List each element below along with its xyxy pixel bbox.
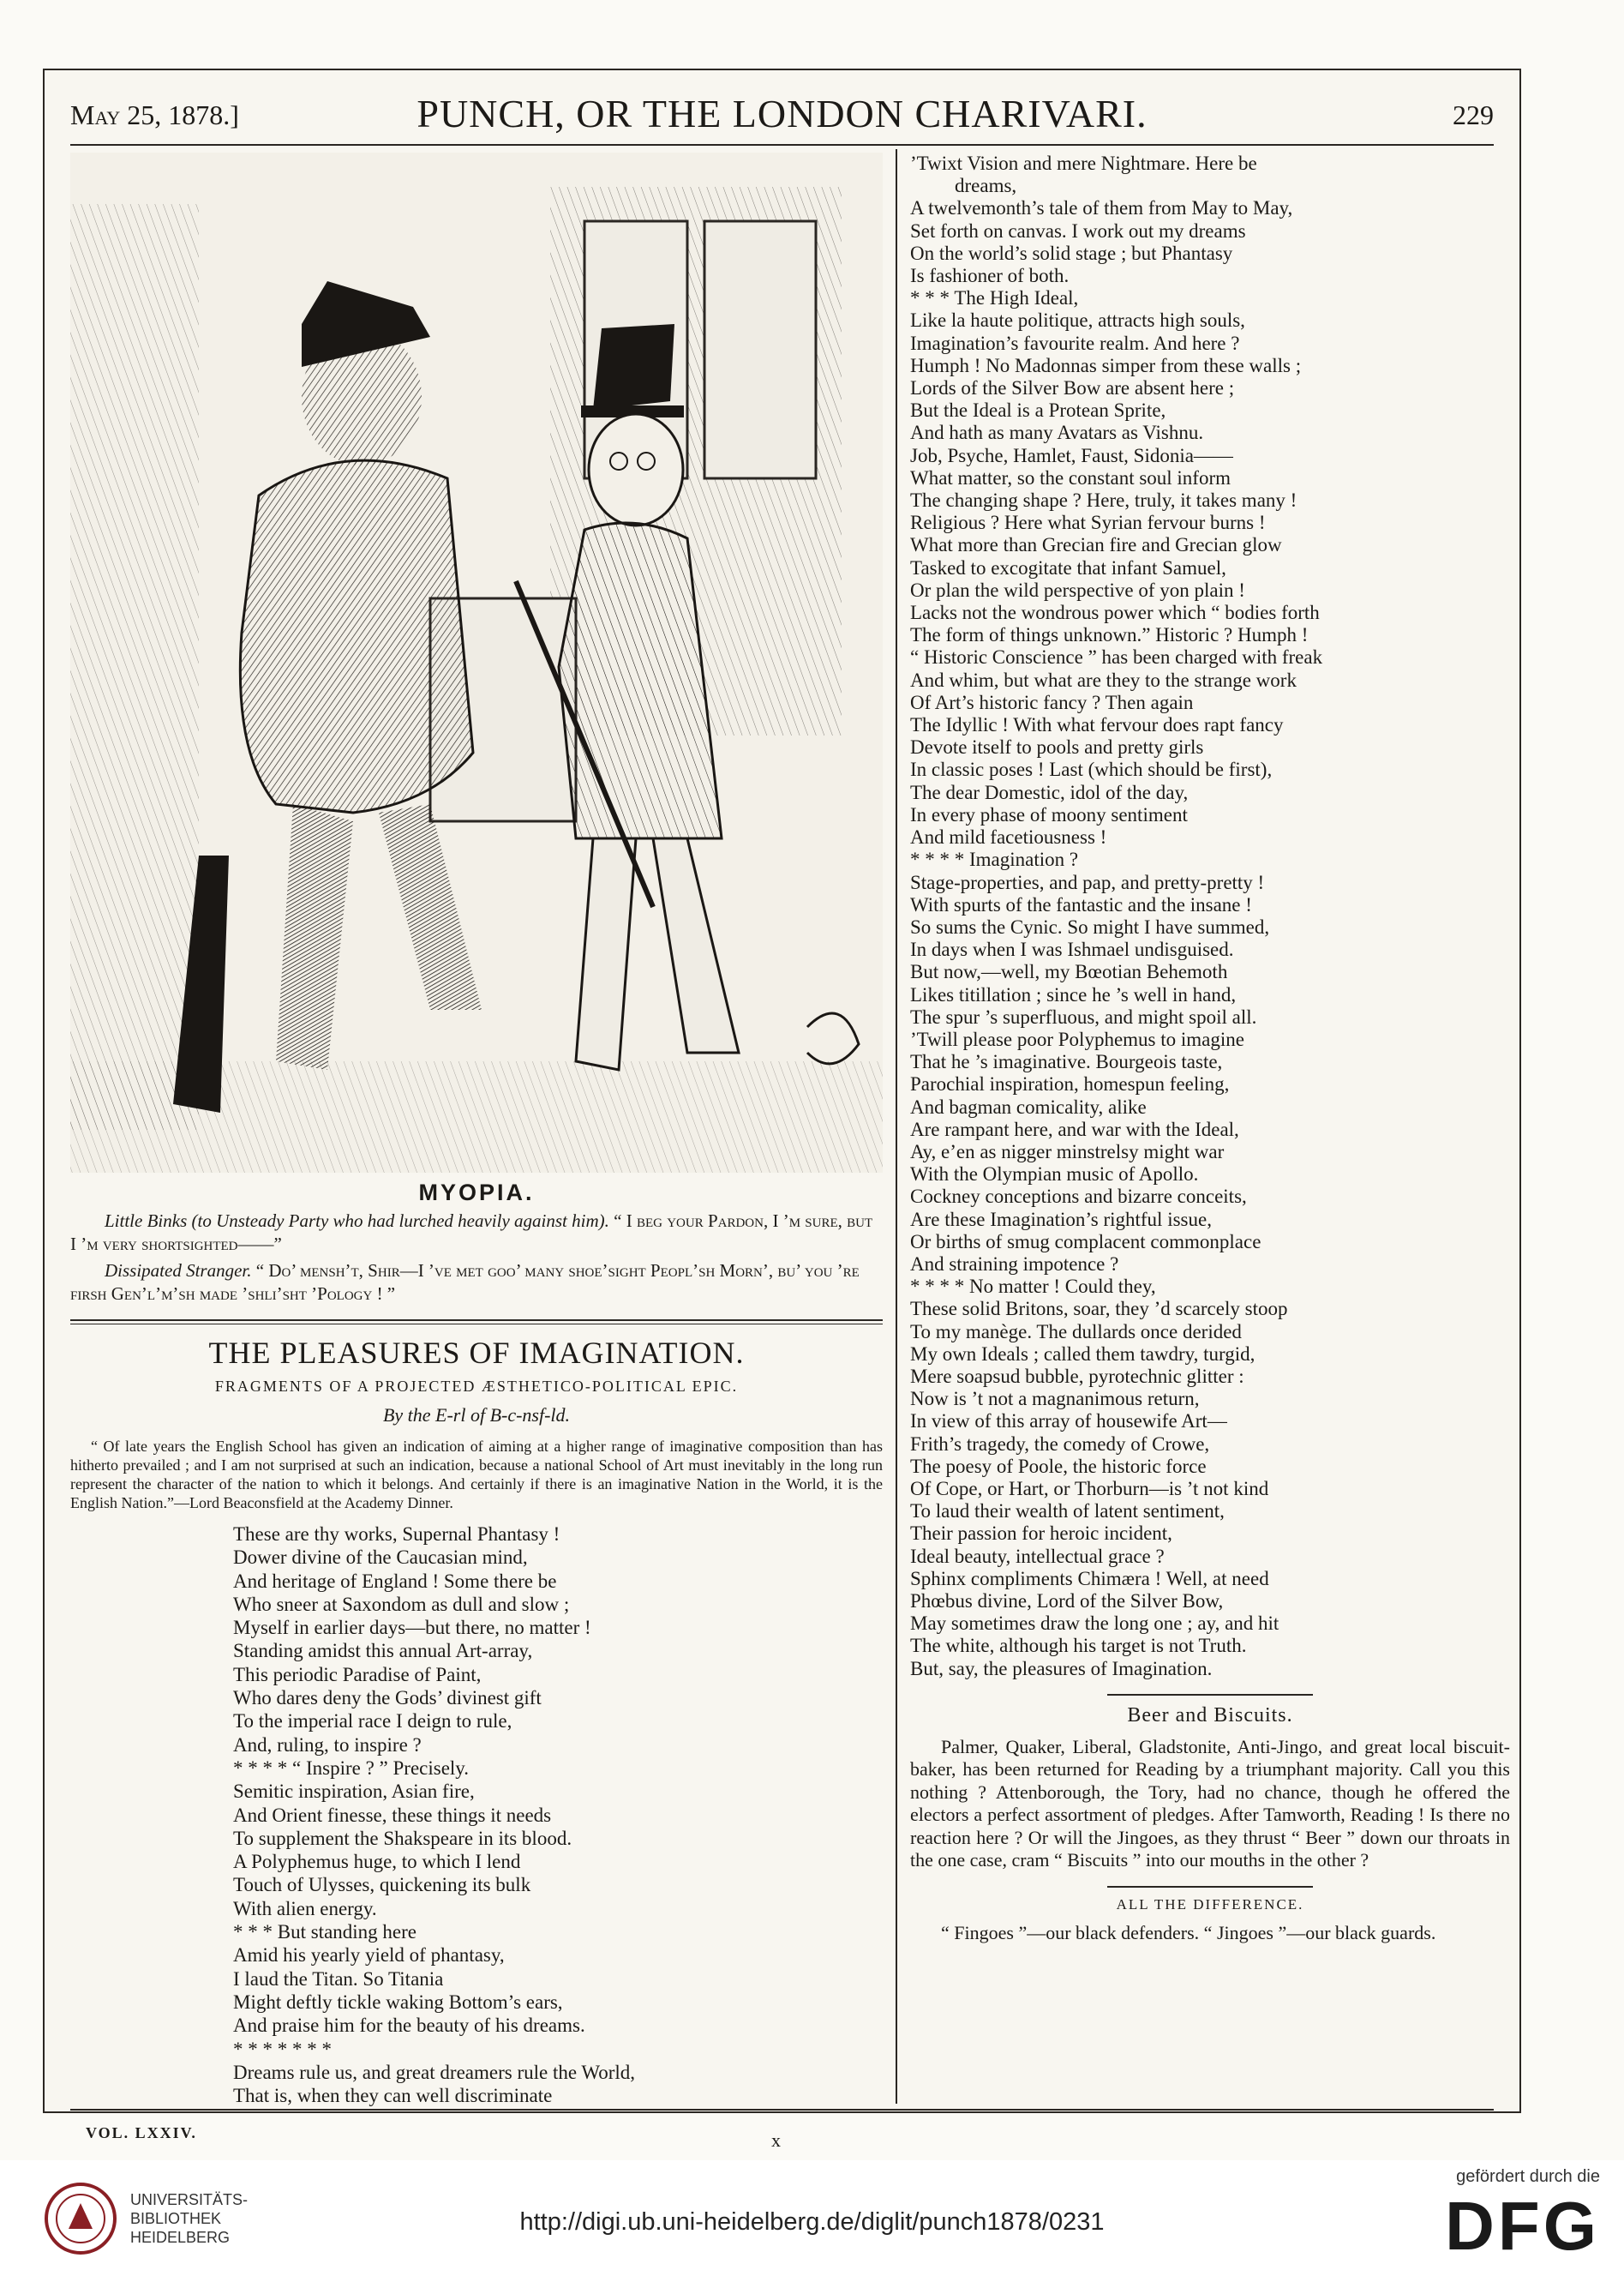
- difference-paragraph: “ Fingoes ”—our black defenders. “ Jingoes ”—our black guards.: [941, 1921, 1436, 1943]
- difference-title: ALL THE DIFFERENCE.: [1116, 1895, 1304, 1913]
- poem-line: But the Ideal is a Protean Sprite,: [910, 399, 1166, 422]
- poem-line: And bagman comicality, alike: [910, 1096, 1147, 1118]
- poem-line: Might deftly tickle waking Bottom’s ears,: [233, 1991, 563, 2013]
- poem-line: Mere soapsud bubble, pyrotechnic glitter :: [910, 1365, 1244, 1387]
- poem-line: These solid Britons, soar, they ’d scarcely stoop: [910, 1298, 1288, 1320]
- poem-line: These are thy works, Supernal Phantasy !: [233, 1523, 560, 1545]
- right-column: [910, 153, 1510, 1944]
- poem-line: Stage-properties, and pap, and pretty-pretty !: [910, 871, 1265, 893]
- poem-line: Are these Imagination’s rightful issue,: [910, 1208, 1212, 1230]
- poem-line: Sphinx compliments Chimæra ! Well, at need: [910, 1567, 1269, 1589]
- poem-line: And heritage of England ! Some there be: [233, 1570, 557, 1592]
- poem-line: Who sneer at Saxondom as dull and slow ;: [233, 1593, 570, 1615]
- poem-line: So sums the Cynic. So might I have summed,: [910, 916, 1270, 938]
- poem-line: * * * * * * *: [233, 2038, 332, 2060]
- poem-line: With the Olympian music of Apollo.: [910, 1163, 1199, 1186]
- poem-line: Devote itself to pools and pretty girls: [910, 736, 1204, 759]
- poem-line: Now is ’t not a magnanimous return,: [910, 1388, 1200, 1410]
- poem-line: What more than Grecian fire and Grecian glow: [910, 534, 1282, 556]
- digitization-footer: [0, 2160, 1624, 2282]
- poem-line: Religious ? Here what Syrian fervour burns !: [910, 512, 1266, 534]
- poem-line: Frith’s tragedy, the comedy of Crowe,: [910, 1432, 1210, 1455]
- poem-line: That is, when they can well discriminate: [233, 2085, 553, 2107]
- caption-1-speech: “ I beg your Pardon, I ’m sure, but I ’m very shortsighted——”: [70, 1210, 873, 1254]
- poem-line: The poesy of Poole, the historic force: [910, 1455, 1207, 1477]
- poem-line: Standing amidst this annual Art-array,: [233, 1640, 533, 1662]
- page-header: [70, 86, 1494, 146]
- cartoon-title: MYOPIA.: [418, 1180, 535, 1205]
- poem-line: In every phase of moony sentiment: [910, 803, 1188, 826]
- poem-line: The dear Domestic, idol of the day,: [910, 781, 1189, 803]
- poem-line: And hath as many Avatars as Vishnu.: [910, 422, 1204, 444]
- poem-line: And Orient finesse, these things it needs: [233, 1804, 552, 1826]
- source-url[interactable]: http://digi.ub.uni-heidelberg.de/diglit/punch1878/0231: [519, 2208, 1105, 2236]
- poem-line: And mild facetiousness !: [910, 826, 1107, 849]
- poem-right-column: [910, 153, 1510, 1680]
- poem-line: * * * But standing here: [233, 1921, 416, 1943]
- poem-line: This periodic Paradise of Paint,: [233, 1663, 482, 1685]
- poem-line: Tasked to excogitate that infant Samuel,: [910, 556, 1226, 579]
- poem-line: Ay, e’en as nigger minstrelsy might war: [910, 1140, 1225, 1162]
- poem-line: But, say, the pleasures of Imagination.: [910, 1657, 1213, 1679]
- poem-line: Phœbus divine, Lord of the Silver Bow,: [910, 1590, 1224, 1612]
- poem-line: Dower divine of the Caucasian mind,: [233, 1546, 528, 1569]
- cartoon-engraving: [70, 153, 883, 1173]
- article-title: THE PLEASURES OF IMAGINATION.: [208, 1336, 745, 1370]
- poem-line: And, ruling, to inspire ?: [233, 1733, 422, 1756]
- poem-line: Or plan the wild perspective of yon plain !: [910, 579, 1245, 601]
- poem-line: But now,—well, my Bœotian Behemoth: [910, 961, 1228, 983]
- poem-line: Ideal beauty, intellectual grace ?: [910, 1545, 1165, 1567]
- poem-line: A Polyphemus huge, to which I lend: [233, 1851, 521, 1873]
- poem-line: dreams,: [955, 175, 1017, 197]
- poem-line: The spur ’s superfluous, and might spoil all.: [910, 1006, 1257, 1028]
- poem-line: * * * The High Ideal,: [910, 287, 1079, 309]
- poem-line: Amid his yearly yield of phantasy,: [233, 1944, 505, 1967]
- poem-line: ’Twixt Vision and mere Nightmare. Here be: [910, 153, 1257, 174]
- poem-left-column: [233, 1522, 883, 2107]
- poem-line: Cockney conceptions and bizarre conceits,: [910, 1186, 1247, 1208]
- funded-by-label: gefördert durch die: [1456, 2167, 1600, 2186]
- poem-line: Lacks not the wondrous power which “ bodies forth: [910, 602, 1320, 624]
- issue-date: May 25, 1878.]: [70, 99, 239, 130]
- scanned-page: [43, 69, 1521, 2113]
- poem-line: With spurts of the fantastic and the insane !: [910, 893, 1252, 916]
- poem-line: And whim, but what are they to the strange work: [910, 669, 1297, 691]
- poem-line: May sometimes draw the long one ; ay, and hit: [910, 1612, 1279, 1635]
- poem-line: That he ’s imaginative. Bourgeois taste,: [910, 1051, 1223, 1073]
- poem-line: Is fashioner of both.: [910, 265, 1070, 287]
- poem-line: The white, although his target is not Truth.: [910, 1635, 1247, 1657]
- caption-1-speaker: Little Binks (to Unsteady Party who had lurched heavily against him).: [105, 1210, 609, 1231]
- poem-line: A twelvemonth’s tale of them from May to May,: [910, 197, 1293, 219]
- poem-line: And praise him for the beauty of his dreams.: [233, 2015, 585, 2037]
- poem-line: Set forth on canvas. I work out my dreams: [910, 219, 1246, 242]
- poem-line: “ Historic Conscience ” has been charged with freak: [910, 646, 1323, 669]
- poem-line: Who dares deny the Gods’ divinest gift: [233, 1687, 542, 1709]
- column-divider: [896, 149, 897, 2104]
- poem-line: What matter, so the constant soul inform: [910, 466, 1231, 489]
- poem-line: On the world’s solid stage ; but Phantasy: [910, 242, 1233, 264]
- poem-line: * * * * No matter ! Could they,: [910, 1276, 1156, 1298]
- poem-line: I laud the Titan. So Titania: [233, 1967, 444, 1990]
- poem-line: ’Twill please poor Polyphemus to imagine: [910, 1028, 1244, 1050]
- poem-line: Like la haute politique, attracts high souls,: [910, 309, 1245, 332]
- caption-2-speaker: Dissipated Stranger.: [105, 1260, 252, 1281]
- poem-line: Of Art’s historic fancy ? Then again: [910, 691, 1194, 713]
- page-number: 229: [1453, 99, 1494, 130]
- beer-paragraph: Palmer, Quaker, Liberal, Gladstonite, Anti-Jingo, and great local biscuit-baker, has been returned for Reading by a triumphant majority. Call you this nothing ? Attenborough, the Tory, had no chance, though he offered the electors a perfect assortment of pledges. After Tamworth, Reading ! Is there no reaction here ? Or will the Jingoes, as they thrust “ Beer ” down our throats in the one case, cram “ Biscuits ” into our mouths in the other ?: [910, 1735, 1510, 1871]
- library-name-line-2: BIBLIOTHEK: [130, 2210, 222, 2227]
- masthead: PUNCH, OR THE LONDON CHARIVARI.: [416, 92, 1148, 135]
- poem-line: Imagination’s favourite realm. And here ?: [910, 332, 1240, 354]
- signature-mark: x: [771, 2129, 781, 2151]
- poem-line: Humph ! No Madonnas simper from these walls ;: [910, 354, 1302, 376]
- poem-line: My own Ideals ; called them tawdry, turgid,: [910, 1342, 1255, 1365]
- caption-2-speech: “ Do’ mensh’t, Shir—I ’ve met goo’ many shoe’sight Peopl’sh Morn’, bu’ you ’re firsh Gen’l’m’sh made ’shli’sht ’Pology ! ”: [70, 1260, 860, 1304]
- poem-line: Their passion for heroic incident,: [910, 1522, 1172, 1545]
- poem-line: In classic poses ! Last (which should be first),: [910, 759, 1273, 781]
- cartoon-caption-2: [70, 1259, 883, 1306]
- poem-line: Myself in earlier days—but there, no matter !: [233, 1617, 591, 1639]
- poem-line: The changing shape ? Here, truly, it takes many !: [910, 489, 1297, 512]
- poem-line: To my manège. The dullards once derided: [910, 1320, 1242, 1342]
- cartoon-caption-1: [70, 1210, 883, 1256]
- article-subtitle: FRAGMENTS OF A PROJECTED ÆSTHETICO-POLITICAL EPIC.: [214, 1378, 739, 1395]
- poem-line: Touch of Ulysses, quickening its bulk: [233, 1874, 531, 1896]
- poem-line: In days when I was Ishmael undisguised.: [910, 939, 1234, 961]
- section-divider: [1107, 1886, 1313, 1888]
- poem-line: Job, Psyche, Hamlet, Faust, Sidonia——: [910, 444, 1233, 466]
- poem-line: Are rampant here, and war with the Ideal,: [910, 1118, 1239, 1140]
- poem-line: Of Cope, or Hart, or Thorburn—is ’t not kind: [910, 1477, 1269, 1499]
- volume-label: VOL. LXXIV.: [86, 2124, 197, 2141]
- poem-line: To supplement the Shakspeare in its blood.: [233, 1827, 572, 1849]
- poem-line: Parochial inspiration, homespun feeling,: [910, 1073, 1230, 1096]
- article-byline: By the E-rl of B-c-nsf-ld.: [382, 1404, 571, 1426]
- poem-line: Semitic inspiration, Asian fire,: [233, 1781, 475, 1803]
- article-epigraph: “ Of late years the English School has given an indication of aiming at a higher range of imaginative composition than has hitherto prevailed ; and I am not surprised at such an indication, because a national School of Art must inevitably in the long run represent the character of the nation to which it belongs. And certainly if there is an imaginative Nation in the World, it is the English Nation.”—Lord Beaconsfield at the Academy Dinner.: [70, 1438, 883, 1511]
- funder-logo: [1445, 2167, 1600, 2262]
- poem-line: Likes titillation ; since he ’s well in hand,: [910, 983, 1237, 1006]
- left-column: [70, 153, 883, 2107]
- poem-line: The Idyllic ! With what fervour does rapt fancy: [910, 714, 1284, 736]
- section-divider: [70, 1319, 883, 1324]
- dfg-wordmark: DFG: [1445, 2188, 1600, 2264]
- poem-line: Lords of the Silver Bow are absent here ;: [910, 377, 1235, 399]
- poem-line: In view of this array of housewife Art—: [910, 1410, 1227, 1432]
- poem-line: The form of things unknown.” Historic ? Humph !: [910, 624, 1309, 646]
- library-name-line-1: UNIVERSITÄTS-: [130, 2191, 249, 2208]
- poem-line: With alien energy.: [233, 1897, 377, 1919]
- poem-line: * * * * “ Inspire ? ” Precisely.: [233, 1757, 470, 1779]
- section-divider: [1107, 1694, 1313, 1696]
- poem-line: To laud their wealth of latent sentiment,: [910, 1500, 1225, 1522]
- poem-line: And straining impotence ?: [910, 1252, 1119, 1275]
- beer-title: Beer and Biscuits.: [1127, 1703, 1293, 1727]
- library-name-line-3: HEIDELBERG: [130, 2229, 231, 2246]
- page-bottom-rule: [70, 2109, 1494, 2111]
- cartoon-illustration: [70, 153, 883, 1173]
- poem-line: * * * * Imagination ?: [910, 849, 1079, 871]
- poem-line: Dreams rule us, and great dreamers rule the World,: [233, 2061, 636, 2083]
- poem-line: Or births of smug complacent commonplace: [910, 1230, 1261, 1252]
- poem-line: To the imperial race I deign to rule,: [233, 1710, 512, 1733]
